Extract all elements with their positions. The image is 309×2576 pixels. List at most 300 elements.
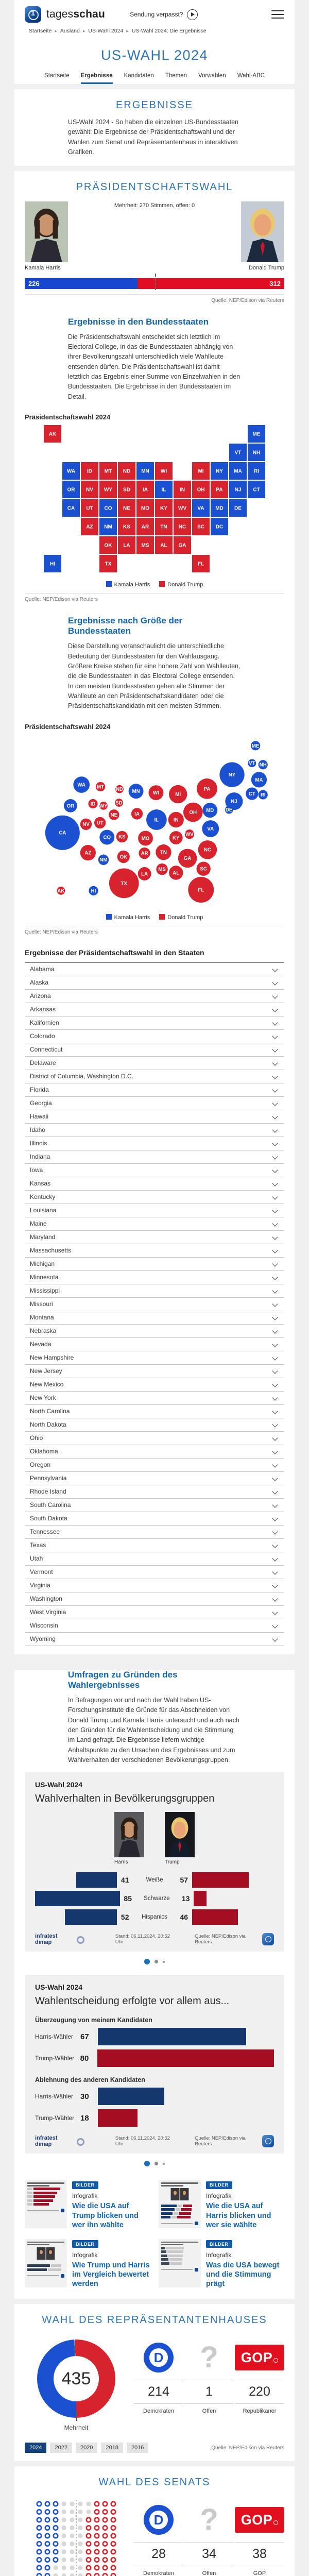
state-bubble-OH[interactable] — [183, 802, 203, 822]
teaser-title[interactable]: Was die USA bewegt und die Stimmung prägt — [206, 2261, 280, 2288]
state-tile-TN[interactable] — [155, 518, 173, 535]
decision-row-trump-w-hler — [35, 2049, 274, 2067]
state-bubble-SC[interactable] — [196, 861, 210, 875]
svg-text:NY: NY — [216, 468, 223, 474]
carousel-dot-active[interactable] — [144, 2161, 150, 2166]
state-tile-IL[interactable] — [155, 481, 173, 498]
row-value: 30 — [80, 2092, 89, 2101]
state-bubble-DE[interactable] — [225, 805, 233, 814]
accordion-state-label: Georgia — [30, 1099, 52, 1107]
group-label: Schwarze — [144, 1895, 170, 1902]
state-tile-SC[interactable] — [192, 518, 210, 535]
svg-text:OK: OK — [104, 543, 112, 549]
chevron-down-icon — [272, 1382, 278, 1387]
state-tile-NY[interactable] — [211, 462, 228, 480]
accordion-row-north-carolina[interactable] — [25, 1405, 284, 1418]
stat-value: 214 — [134, 2380, 183, 2404]
svg-text:NC: NC — [178, 524, 186, 530]
state-tile-CO[interactable] — [99, 499, 117, 517]
accordion-row-nevada[interactable] — [25, 1338, 284, 1351]
accordion-row-rhode-island[interactable] — [25, 1485, 284, 1499]
accordion-row-tennessee[interactable] — [25, 1526, 284, 1539]
accordion-row-utah[interactable] — [25, 1552, 284, 1566]
state-tile-LA[interactable] — [118, 536, 135, 554]
state-tile-AL[interactable] — [155, 536, 173, 554]
stat-value: 34 — [184, 2542, 234, 2566]
state-tile-VT[interactable] — [229, 444, 247, 461]
state-tile-KY[interactable] — [155, 499, 173, 517]
accordion-row-kalifornien[interactable] — [25, 1016, 284, 1030]
svg-text:AR: AR — [141, 524, 149, 530]
chevron-down-icon — [272, 1462, 278, 1468]
accordion-row-pennsylvania[interactable] — [25, 1472, 284, 1485]
state-bubble-SD[interactable] — [115, 799, 123, 807]
chevron-down-icon — [272, 1167, 278, 1173]
carousel-dot[interactable] — [163, 1961, 165, 1963]
accordion-row-hawaii[interactable] — [25, 1110, 284, 1124]
state-bubble-AL[interactable] — [169, 866, 183, 879]
ergebnisse-title: ERGEBNISSE — [115, 99, 194, 111]
harris-votes-bar: 226 — [25, 278, 138, 289]
row-bar — [98, 2109, 138, 2127]
state-tile-MS[interactable] — [136, 536, 154, 554]
state-bubble-UT[interactable] — [94, 817, 106, 828]
teaser-card-2[interactable] — [25, 2239, 150, 2289]
chevron-down-icon — [272, 1047, 278, 1053]
infratest-dimap-logo: infratest dimap — [35, 1933, 84, 1945]
teaser-card-1[interactable] — [159, 2180, 284, 2229]
source-note: Quelle: NEP/Edison via Reuters — [195, 1934, 246, 1945]
senate-stats — [128, 2500, 284, 2576]
state-tile-UT[interactable] — [81, 499, 98, 517]
state-tile-AK[interactable] — [44, 425, 61, 443]
svg-text:MT: MT — [104, 468, 112, 474]
state-bubble-ME[interactable] — [251, 741, 260, 750]
accordion-row-minnesota[interactable] — [25, 1271, 284, 1284]
svg-text:OR: OR — [66, 803, 75, 809]
teaser-meta — [206, 2239, 284, 2289]
accordion-row-connecticut[interactable] — [25, 1043, 284, 1057]
accordion-row-nebraska[interactable] — [25, 1325, 284, 1338]
state-bubble-CO[interactable] — [99, 829, 114, 844]
carousel-dots[interactable] — [14, 2154, 295, 2170]
chevron-down-icon — [272, 1636, 278, 1642]
accordion-row-maine[interactable] — [25, 1217, 284, 1231]
teaser-title[interactable]: Wie Trump und Harris im Vergleich bewertet werden — [72, 2261, 150, 2288]
state-tile-NE[interactable] — [118, 499, 135, 517]
state-bubble-GA[interactable] — [178, 849, 197, 868]
accordion-row-new-mexico[interactable] — [25, 1378, 284, 1392]
breadcrumb-link-0[interactable]: Startseite — [29, 28, 52, 34]
svg-text:VT: VT — [234, 450, 242, 456]
accordion-row-iowa[interactable] — [25, 1164, 284, 1177]
svg-text:CO: CO — [103, 835, 111, 841]
state-tile-GA[interactable] — [174, 536, 191, 554]
state-tile-AZ[interactable] — [81, 518, 98, 535]
accordion-row-new-hampshire[interactable] — [25, 1351, 284, 1365]
state-bubble-KY[interactable] — [169, 831, 183, 844]
svg-text:AK: AK — [48, 431, 57, 437]
accordion-row-indiana[interactable] — [25, 1150, 284, 1164]
svg-text:NV: NV — [86, 487, 93, 493]
state-tile-AR[interactable] — [136, 518, 154, 535]
bilder-badge: BILDER — [72, 2240, 98, 2248]
state-tile-VA[interactable] — [192, 499, 210, 517]
accordion-row-delaware[interactable] — [25, 1057, 284, 1070]
chevron-down-icon — [272, 1275, 278, 1280]
accordion-row-vermont[interactable] — [25, 1566, 284, 1579]
chevron-down-icon — [272, 1087, 278, 1093]
state-bubble-MA[interactable] — [251, 772, 267, 787]
info1-kicker: US-Wahl 2024 — [35, 1781, 83, 1789]
chevron-down-icon — [272, 1449, 278, 1454]
chevron-down-icon — [272, 1141, 278, 1146]
svg-text:RI: RI — [260, 792, 266, 798]
demographic-row-hispanics — [35, 1909, 274, 1925]
state-tile-MT[interactable] — [99, 462, 117, 480]
state-bubble-MD[interactable] — [202, 803, 217, 818]
accordion-row-arkansas[interactable] — [25, 1003, 284, 1016]
tab-wahl-abc[interactable]: Wahl-ABC — [237, 73, 265, 79]
tab-themen[interactable]: Themen — [165, 73, 187, 79]
trump-label: Trump — [165, 1859, 180, 1866]
carousel-dot-active[interactable] — [144, 1959, 150, 1964]
accordion-row-north-dakota[interactable] — [25, 1418, 284, 1432]
breadcrumb-link-2[interactable]: US-Wahl 2024 — [88, 28, 124, 34]
harris-bar-zone — [35, 1872, 117, 1888]
state-tile-CT[interactable] — [248, 481, 265, 498]
bubble-map[interactable] — [25, 734, 284, 910]
accordion-row-florida[interactable] — [25, 1083, 284, 1097]
svg-text:FL: FL — [197, 561, 204, 567]
state-tile-TX[interactable] — [99, 555, 117, 572]
state-bubble-WA[interactable] — [73, 776, 90, 793]
svg-text:ME: ME — [251, 743, 260, 749]
tab-vorwahlen[interactable]: Vorwahlen — [198, 73, 226, 79]
tab-startseite[interactable]: Startseite — [44, 73, 70, 79]
state-bubble-WY[interactable] — [99, 802, 108, 810]
accordion-row-idaho[interactable] — [25, 1124, 284, 1137]
accordion-row-illinois[interactable] — [25, 1137, 284, 1150]
svg-text:MA: MA — [255, 777, 263, 783]
accordion-state-label: District of Columbia, Washington D.C. — [30, 1073, 133, 1080]
info1-footer — [35, 1933, 274, 1945]
state-tile-MA[interactable] — [229, 462, 247, 480]
state-bubble-CA[interactable] — [45, 816, 80, 850]
chevron-down-icon — [272, 1368, 278, 1374]
state-tile-OK[interactable] — [99, 536, 117, 554]
harris-name: Kamala Harris — [25, 264, 61, 271]
state-bubble-VA[interactable] — [202, 820, 219, 837]
democrats-logo-icon: D — [134, 2500, 183, 2540]
accordion-row-virginia[interactable] — [25, 1579, 284, 1592]
state-tile-NH[interactable] — [248, 444, 265, 461]
accordion-state-label: Kansas — [30, 1180, 51, 1188]
state-tile-CA[interactable] — [62, 499, 80, 517]
accordion-state-label: Massachusetts — [30, 1247, 72, 1255]
state-bubble-IN[interactable] — [168, 812, 184, 827]
accordion-row-new-york[interactable] — [25, 1392, 284, 1405]
umfragen-card — [14, 1670, 295, 2299]
state-bubble-AZ[interactable] — [80, 845, 96, 860]
accordion-row-michigan[interactable] — [25, 1258, 284, 1271]
open-question-icon: ? — [200, 2341, 218, 2375]
accordion-state-label: Idaho — [30, 1126, 46, 1134]
accordion-state-label: Montana — [30, 1314, 54, 1321]
chevron-down-icon — [272, 1208, 278, 1213]
state-tile-DE[interactable] — [229, 499, 247, 517]
accordion-row-oregon[interactable] — [25, 1459, 284, 1472]
svg-text:KY: KY — [160, 505, 167, 512]
state-bubble-NE[interactable] — [109, 809, 119, 820]
row-label: Harris-Wähler — [35, 2093, 74, 2100]
tagesschau-logo-icon[interactable]: 1 — [25, 6, 41, 23]
accordion-row-west-virginia[interactable] — [25, 1606, 284, 1619]
svg-text:NV: NV — [82, 821, 90, 827]
accordion-row-colorado[interactable] — [25, 1030, 284, 1043]
state-tile-NJ[interactable] — [229, 481, 247, 498]
state-tile-RI[interactable] — [248, 462, 265, 480]
accordion-row-wisconsin[interactable] — [25, 1619, 284, 1633]
state-tile-ND[interactable] — [118, 462, 135, 480]
chevron-down-icon — [272, 1623, 278, 1629]
state-bubble-MN[interactable] — [129, 784, 144, 799]
accordion-state-label: Hawaii — [30, 1113, 49, 1121]
harris-bar — [65, 1909, 117, 1925]
accordion-state-label: Nebraska — [30, 1327, 57, 1335]
svg-text:OH: OH — [197, 487, 205, 493]
accordion-row-alaska[interactable] — [25, 976, 284, 990]
accordion-state-label: Maryland — [30, 1233, 56, 1241]
harris-value: 85 — [124, 1894, 132, 1903]
svg-text:NE: NE — [110, 812, 118, 818]
state-tile-MD[interactable] — [211, 499, 228, 517]
state-tile-WV[interactable] — [174, 499, 191, 517]
hamburger-menu-icon[interactable] — [271, 8, 284, 21]
state-tile-WI[interactable] — [155, 462, 173, 480]
stat-label: Demokraten — [143, 2408, 174, 2415]
state-bubble-IA[interactable] — [131, 808, 143, 819]
accordion-row-montana[interactable] — [25, 1311, 284, 1325]
stat-value: 1 — [184, 2380, 234, 2404]
state-tile-OR[interactable] — [62, 481, 80, 498]
year-button-2022[interactable]: 2022 — [50, 2443, 72, 2453]
state-bubble-NY[interactable] — [219, 762, 244, 787]
chevron-down-icon — [272, 1315, 278, 1320]
chevron-down-icon — [272, 1154, 278, 1160]
state-bubble-OK[interactable] — [117, 851, 130, 863]
accordion-row-oklahoma[interactable] — [25, 1445, 284, 1459]
state-tile-ME[interactable] — [248, 425, 265, 443]
accordion-state-label: Arkansas — [30, 1006, 56, 1013]
accordion-row-georgia[interactable] — [25, 1097, 284, 1110]
svg-text:LA: LA — [141, 871, 148, 877]
accordion-row-texas[interactable] — [25, 1539, 284, 1552]
state-tile-FL[interactable] — [192, 555, 210, 572]
accordion-row-arizona[interactable] — [25, 990, 284, 1003]
year-button-2018[interactable]: 2018 — [101, 2443, 123, 2453]
accordion-row-washington[interactable] — [25, 1592, 284, 1606]
state-bubble-NC[interactable] — [198, 840, 217, 859]
chevron-down-icon — [272, 1609, 278, 1615]
state-bubble-MT[interactable] — [96, 782, 105, 791]
state-bubble-MI[interactable] — [169, 785, 187, 803]
state-bubble-TN[interactable] — [156, 844, 171, 860]
legend-item: Kamala Harris — [106, 581, 150, 588]
state-tile-WA[interactable] — [62, 462, 80, 480]
state-bubble-NM[interactable] — [98, 854, 109, 865]
svg-text:WA: WA — [66, 468, 76, 474]
accordion-row-new-jersey[interactable] — [25, 1365, 284, 1378]
state-bubble-NH[interactable] — [259, 760, 268, 769]
breadcrumb-link-3[interactable]: US-Wahl 2024: Die Ergebnisse — [131, 28, 207, 34]
pres-map-label: Präsidentschaftswahl 2024 — [25, 413, 111, 421]
state-tile-SD[interactable] — [118, 481, 135, 498]
state-bubble-WI[interactable] — [148, 785, 163, 800]
haus-title: WAHL DES REPRÄSENTANTENHAUSES — [42, 2314, 267, 2326]
teaser-grid — [14, 2170, 295, 2291]
accordion-state-label: West Virginia — [30, 1608, 66, 1616]
teaser-title[interactable]: Wie die USA auf Trump blicken und wer ihn wählte — [72, 2202, 139, 2229]
state-tile-NV[interactable] — [81, 481, 98, 498]
state-bubble-MO[interactable] — [138, 831, 153, 845]
tab-ergebnisse[interactable]: Ergebnisse — [81, 73, 113, 84]
state-bubble-VT[interactable] — [248, 759, 256, 767]
accordion-row-kentucky[interactable] — [25, 1191, 284, 1204]
state-bubble-OR[interactable] — [64, 799, 77, 812]
state-bubble-ID[interactable] — [88, 799, 97, 808]
state-bubble-CT[interactable] — [246, 787, 258, 800]
tab-kandidaten[interactable]: Kandidaten — [124, 73, 154, 79]
accordion-state-label: Rhode Island — [30, 1488, 66, 1496]
accordion-row-missouri[interactable] — [25, 1298, 284, 1311]
state-tile-OH[interactable] — [192, 481, 210, 498]
trump-bar — [192, 1909, 238, 1925]
svg-text:TN: TN — [160, 524, 167, 530]
state-bubble-IL[interactable] — [146, 809, 167, 830]
teaser-title[interactable]: Wie die USA auf Harris blicken und wer sie wählte — [206, 2202, 271, 2229]
state-tile-HI[interactable] — [44, 555, 61, 572]
state-bubble-LA[interactable] — [138, 867, 151, 880]
chevron-down-icon — [272, 1248, 278, 1253]
carousel-dot[interactable] — [154, 1960, 158, 1963]
open-question-icon: ? — [200, 2503, 218, 2537]
svg-text:TN: TN — [160, 850, 167, 856]
state-tile-MN[interactable] — [136, 462, 154, 480]
svg-text:AK: AK — [57, 888, 65, 894]
accordion-row-wyoming[interactable] — [25, 1633, 284, 1646]
carousel-dot[interactable] — [154, 2162, 158, 2165]
svg-text:AL: AL — [160, 543, 167, 549]
state-bubble-MS[interactable] — [156, 863, 167, 875]
state-tile-IA[interactable] — [136, 481, 154, 498]
state-bubble-AR[interactable] — [139, 848, 150, 859]
accordion-row-kansas[interactable] — [25, 1177, 284, 1191]
year-button-2016[interactable]: 2016 — [127, 2443, 148, 2453]
state-bubble-KS[interactable] — [116, 831, 128, 842]
state-bubble-FL[interactable] — [188, 877, 214, 903]
accordion-state-label: Colorado — [30, 1032, 55, 1040]
state-tile-PA[interactable] — [211, 481, 228, 498]
source-note: Quelle: NEP/Edison via Reuters — [211, 2445, 284, 2451]
state-bubble-NV[interactable] — [80, 818, 92, 829]
state-tile-WY[interactable] — [99, 481, 117, 498]
svg-text:IN: IN — [173, 817, 179, 823]
svg-text:NM: NM — [104, 524, 112, 530]
state-bubble-WV[interactable] — [185, 829, 194, 839]
chevron-down-icon — [272, 1355, 278, 1361]
state-tile-NC[interactable] — [174, 518, 191, 535]
accordion-row-louisiana[interactable] — [25, 1204, 284, 1217]
state-tile-MO[interactable] — [136, 499, 154, 517]
accordion-row-south-carolina[interactable] — [25, 1499, 284, 1512]
state-bubble-ND[interactable] — [115, 785, 124, 793]
accordion-row-massachusetts[interactable] — [25, 1244, 284, 1258]
accordion-row-ohio[interactable] — [25, 1432, 284, 1445]
stat-offen — [184, 2337, 234, 2414]
site-header — [14, 0, 295, 27]
state-bubble-AK[interactable] — [57, 887, 65, 895]
state-tile-MI[interactable] — [192, 462, 210, 480]
accordion-row-mississippi[interactable] — [25, 1284, 284, 1298]
accordion-row-alabama[interactable] — [25, 963, 284, 976]
teaser-card-3[interactable] — [159, 2239, 284, 2289]
pres-map[interactable] — [25, 424, 284, 577]
state-tile-ID[interactable] — [81, 462, 98, 480]
state-tile-DC[interactable] — [211, 518, 228, 535]
trump-bar-zone — [192, 1872, 274, 1888]
header-card — [14, 0, 295, 84]
accordion-state-label: Alaska — [30, 979, 49, 987]
state-tile-IN[interactable] — [174, 481, 191, 498]
year-button-2020[interactable]: 2020 — [76, 2443, 97, 2453]
accordion-row-south-dakota[interactable] — [25, 1512, 284, 1526]
state-bubble-HI[interactable] — [89, 886, 98, 895]
year-button-2024[interactable]: 2024 — [25, 2443, 46, 2453]
play-icon — [187, 9, 198, 20]
info1-title: Wahlverhalten in Bevölkerungsgruppen — [35, 1793, 215, 1805]
svg-text:GA: GA — [178, 543, 186, 549]
carousel-dots[interactable] — [14, 1952, 295, 1968]
chevron-down-icon — [272, 1395, 278, 1401]
carousel-dot[interactable] — [163, 2163, 165, 2165]
state-tile-NM[interactable] — [99, 518, 117, 535]
teaser-card-0[interactable] — [25, 2180, 150, 2229]
trump-value: 46 — [180, 1913, 188, 1922]
svg-text:UT: UT — [96, 820, 104, 826]
accordion-row-district-of-columbia-washington-d-c-[interactable] — [25, 1070, 284, 1083]
state-tile-KS[interactable] — [118, 518, 135, 535]
state-bubble-RI[interactable] — [259, 790, 268, 799]
svg-text:OH: OH — [189, 809, 197, 816]
svg-text:MT: MT — [97, 784, 105, 790]
sendung-verpasst-link[interactable] — [130, 9, 198, 20]
harris-photo — [25, 201, 68, 262]
state-bubble-TX[interactable] — [109, 868, 139, 898]
state-bubble-PA[interactable] — [197, 778, 217, 799]
group-label: Hispanics — [142, 1914, 167, 1921]
chevron-down-icon — [272, 1221, 278, 1227]
svg-text:VT: VT — [249, 760, 255, 767]
states-results-text: Die Präsidentschaftswahl entscheidet sich letztlich im Electoral College, in das die Bundesstaaten abhängig von ihrer Bevölkerungszahl unterschiedlich viele Wahlleute entsenden dürfen. Die Präsidentschaftswahl ist damit letztlich das Ergebnis einer Summe von Einzelwahlen in den Bundesstaaten. Die Ergebnisse in den Bundesstaaten im Detail. — [68, 333, 241, 400]
svg-text:WA: WA — [77, 782, 86, 788]
accordion-row-maryland[interactable] — [25, 1231, 284, 1244]
svg-text:HI: HI — [50, 561, 55, 567]
legend-item: Kamala Harris — [106, 914, 150, 921]
site-wordmark[interactable]: tagesschau — [46, 8, 106, 20]
breadcrumb-link-1[interactable]: Ausland — [60, 28, 80, 34]
svg-text:NY: NY — [228, 772, 236, 778]
